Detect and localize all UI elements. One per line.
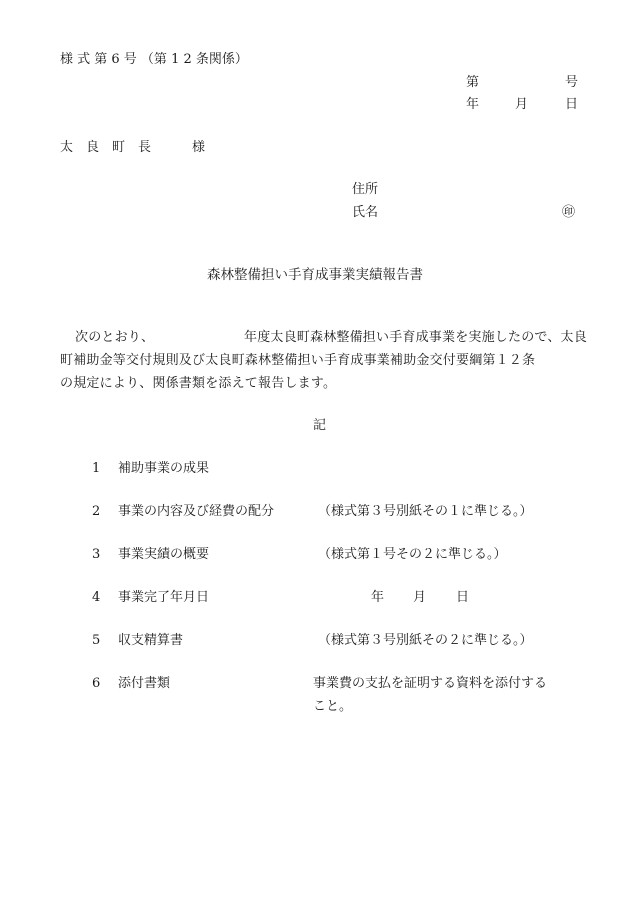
body-line-3: の規定により、関係書類を添えて報告します。	[60, 376, 337, 391]
item-5-note: （様式第３号別紙その２に準じる。）	[318, 633, 533, 648]
item-4-day-label: 日	[456, 590, 470, 605]
date-year-label: 年	[466, 97, 480, 112]
date-month-label: 月	[515, 97, 529, 112]
doc-number-prefix: 第	[466, 75, 480, 90]
addressee-honorific: 様	[192, 140, 206, 155]
body-line-1a: 次のとおり、	[75, 330, 155, 345]
date-day-label: 日	[565, 97, 579, 112]
item-4-label: 事業完了年月日	[118, 590, 210, 605]
item-6-note-line-2: こと。	[313, 699, 353, 714]
form-number: 様 式 第 6 号 （第 1 2 条関係）	[60, 52, 248, 67]
document-title: 森林整備担い手育成事業実績報告書	[207, 267, 423, 283]
item-2-number: 2	[92, 504, 101, 519]
item-5-label: 収支精算書	[118, 633, 184, 648]
item-3-note: （様式第１号その２に準じる。）	[318, 547, 507, 562]
address-label: 住所	[352, 182, 379, 197]
item-4-number: 4	[92, 590, 101, 605]
seal-mark: ㊞	[562, 205, 576, 220]
item-4-year-label: 年	[371, 590, 385, 605]
body-line-2: 町補助金等交付規則及び太良町森林整備担い手育成事業補助金交付要綱第１２条	[60, 353, 536, 368]
item-1-label: 補助事業の成果	[118, 461, 210, 476]
doc-number-suffix: 号	[565, 75, 579, 90]
item-3-label: 事業実績の概要	[118, 547, 210, 562]
ki-heading: 記	[313, 418, 327, 433]
body-line-1b: 年度太良町森林整備担い手育成事業を実施したので、太良	[244, 330, 587, 345]
item-6-label: 添付書類	[118, 676, 171, 691]
item-1-number: 1	[92, 461, 101, 476]
addressee-name: 太 良 町 長	[60, 140, 152, 155]
item-2-label: 事業の内容及び経費の配分	[118, 504, 275, 519]
item-4-month-label: 月	[413, 590, 427, 605]
item-6-number: 6	[92, 676, 101, 691]
item-6-note-line-1: 事業費の支払を証明する資料を添付する	[313, 676, 548, 691]
item-5-number: 5	[92, 633, 101, 648]
item-2-note: （様式第３号別紙その１に準じる。）	[318, 504, 533, 519]
name-label: 氏名	[352, 205, 379, 220]
item-3-number: 3	[92, 547, 101, 562]
